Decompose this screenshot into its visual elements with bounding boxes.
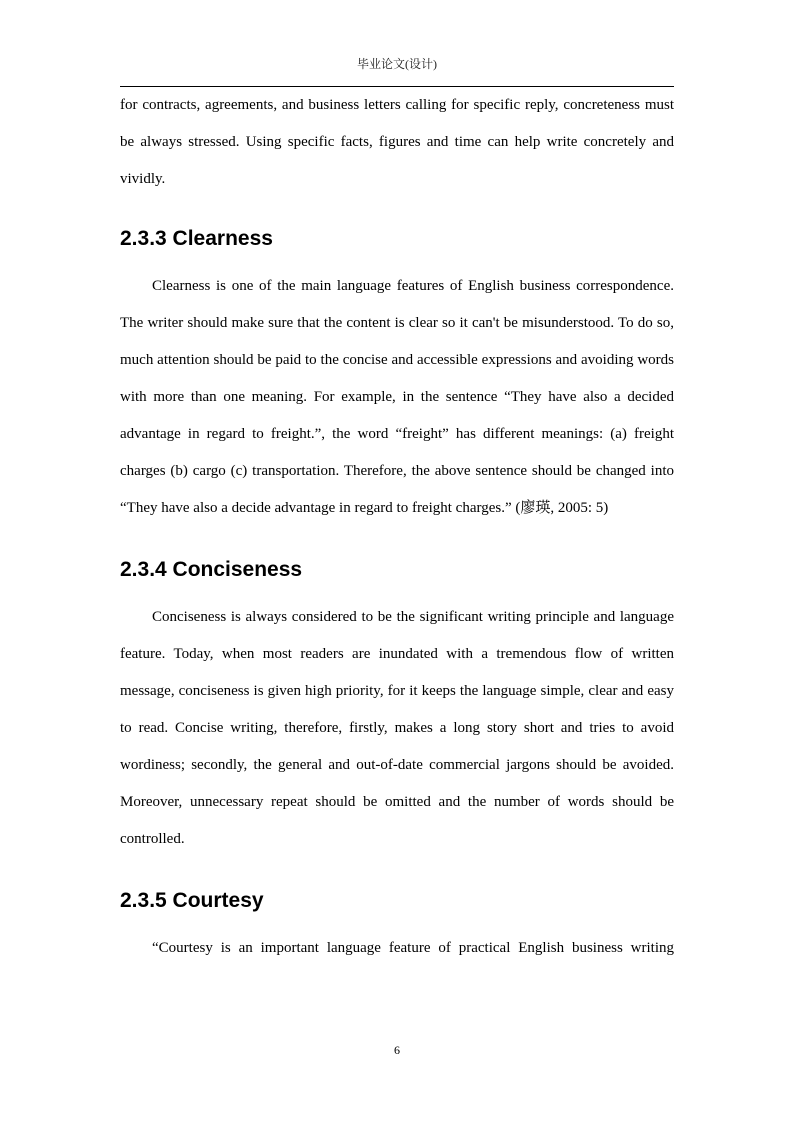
section-paragraph-courtesy: “Courtesy is an important language feature of practical English business writing [152, 940, 674, 956]
continuation-paragraph: for contracts, agreements, and business letters calling for specific reply, concreteness must be always stressed. Using specific facts, figures and time can help write concretely and vividly. [120, 97, 674, 187]
section-paragraph-conciseness: Conciseness is always considered to be the significant writing principle and language feature. Today, when most readers are inundated with a tremendous flow of written message, conciseness is given high priority, for it keeps the language simple, clear and easy to read. Concise writing, therefore, firstly, makes a long story short and tries to avoid wordiness; secondly, the general and out-of-date commercial jargons should be avoided. Moreover, unnecessary repeat should be omitted and the number of words should be controlled. [120, 609, 674, 847]
page-number: 6 [394, 1043, 400, 1057]
section-heading-clearness: 2.3.3 Clearness [120, 227, 273, 250]
page-content [120, 87, 674, 967]
running-header: 毕业论文(设计) [357, 57, 437, 71]
section-heading-conciseness: 2.3.4 Conciseness [120, 558, 303, 581]
section-paragraph-clearness: Clearness is one of the main language features of English business correspondence. The writer should make sure that the content is clear so it can't be misunderstood. To do so, much attention should be paid to the concise and accessible expressions and avoiding words with more than one meaning. For example, in the sentence “They have also a decided advantage in regard to freight.”, the word “freight” has different meanings: (a) freight charges (b) cargo (c) transportation. Therefore, the above sentence should be changed into “They have also a decide advantage in regard to freight charges.” (廖瑛, 2005: 5) [120, 278, 674, 516]
section-heading-courtesy: 2.3.5 Courtesy [120, 889, 264, 912]
